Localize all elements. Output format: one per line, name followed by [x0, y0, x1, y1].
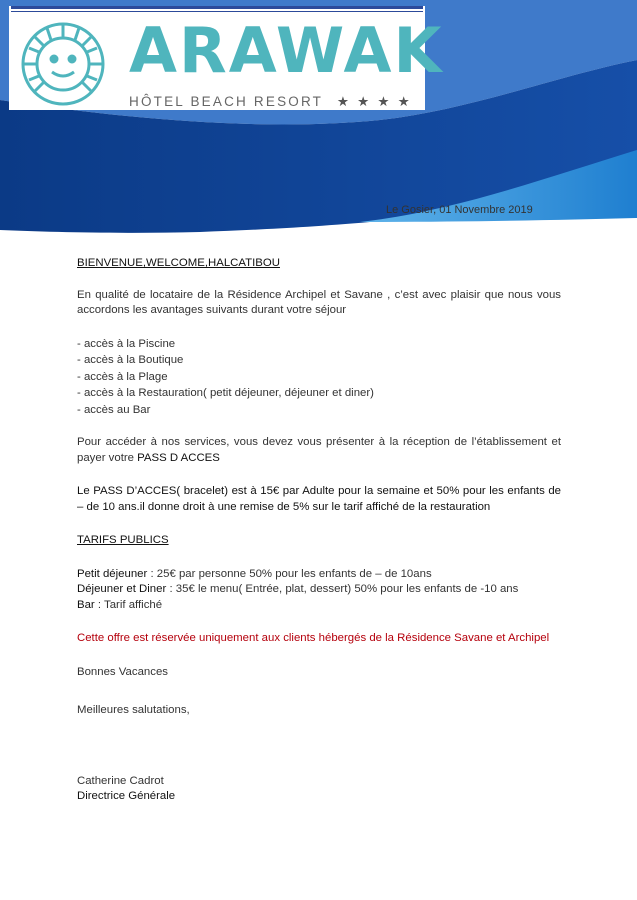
logo-top-rule-thin	[11, 11, 423, 12]
tariff-text: : 35€ le menu( Entrée, plat, dessert) 50% pour les enfants de -10 ans	[166, 583, 519, 595]
list-item: - accès au Bar	[77, 403, 151, 416]
logo-top-rule	[11, 6, 423, 9]
services-text: Pour accéder à nos services, vous devez vous présenter à la réception de l’établissement et payer votre	[77, 436, 561, 464]
tariff-row	[77, 582, 561, 598]
list-item: - accès à la Boutique	[77, 354, 184, 366]
tariff-label: Bar	[77, 598, 95, 611]
pass-paragraph: Le PASS D’ACCES( bracelet) est à 15€ par Adulte pour la semaine et 50% pour les enfants de – de 10 ans.il donne droit à une remise de 5% sur le tarif affiché de la restauration	[77, 485, 561, 513]
list-item: - accès à la Restauration( petit déjeuner, déjeuner et diner)	[77, 387, 374, 399]
offer-notice: Cette offre est réservée uniquement aux clients hébergés de la Résidence Savane et Archipel	[77, 632, 550, 644]
brand-subtitle-text: HÔTEL BEACH RESORT	[129, 94, 323, 109]
sun-face-emblem-icon	[9, 14, 119, 110]
tariffs-heading: TARIFS PUBLICS	[77, 534, 169, 546]
letter-body	[77, 256, 561, 805]
tariff-text: : 25€ par personne 50% pour les enfants de – de 10ans	[147, 567, 432, 580]
tariffs-list	[77, 567, 561, 614]
star-rating: ★ ★ ★ ★	[336, 94, 412, 109]
tariff-label: Petit déjeuner	[77, 567, 148, 580]
closing-salutation: Meilleures salutations,	[77, 704, 190, 716]
greeting: BIENVENUE,WELCOME,HALCATIBOU	[77, 257, 280, 269]
tariff-row	[77, 567, 561, 583]
pass-name: PASS D ACCES	[137, 451, 220, 464]
tariff-text: : Tarif affiché	[94, 598, 163, 611]
list-item: - accès à la Piscine	[77, 337, 176, 350]
list-item: - accès à la Plage	[77, 370, 168, 383]
closing-wishes: Bonnes Vacances	[77, 665, 168, 678]
logo	[9, 6, 444, 110]
tariff-row	[77, 598, 561, 614]
letter-date: Le Gosier, 01 Novembre 2019	[386, 204, 533, 216]
signature-name: Catherine Cadrot	[77, 774, 164, 787]
services-paragraph	[77, 435, 561, 466]
intro-paragraph: En qualité de locataire de la Résidence Archipel et Savane , c’est avec plaisir que nous vous accordons les avantages suivants durant votre séjour	[77, 288, 561, 316]
advantages-list	[77, 337, 561, 420]
brand-wordmark: ARAWAK	[129, 14, 444, 87]
signature-title: Directrice Générale	[77, 790, 176, 802]
brand-subtitle	[129, 94, 412, 110]
tariff-label: Déjeuner et Diner	[77, 583, 167, 595]
